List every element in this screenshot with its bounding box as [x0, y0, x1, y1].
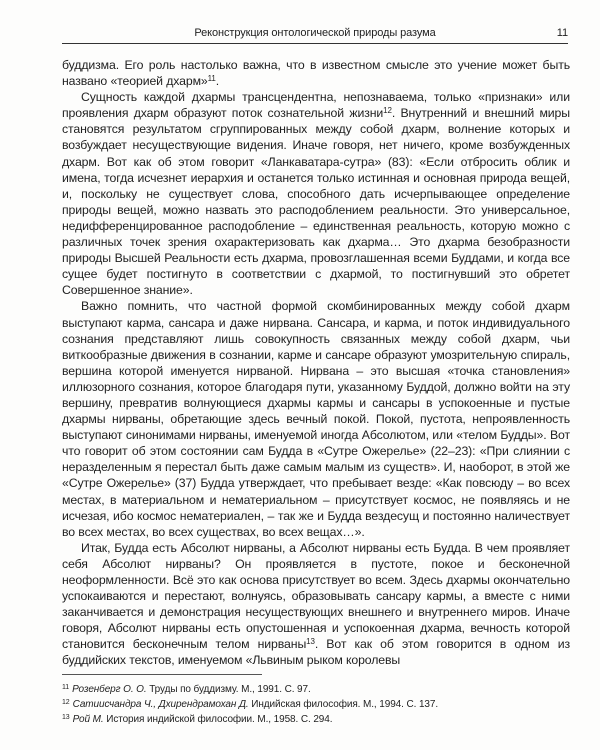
footnote-ref: 11: [207, 74, 216, 84]
paragraph: [62, 540, 570, 669]
footnote-rule: [62, 674, 262, 675]
running-title: Реконструкция онтологической природы разума: [194, 27, 436, 39]
footnote: [62, 696, 570, 711]
footnote-text: Труды по буддизму. М., 1991. С. 97.: [146, 684, 311, 695]
paragraph-text: .: [215, 74, 220, 89]
paragraph-text: Сущность каждой дхармы трансцендентна, непознаваема, только «признаки» или проявления дхарм образуют поток сознательной жизни: [62, 90, 570, 121]
footnote-author: Рой М.: [72, 714, 104, 725]
footnote-number: 12: [62, 699, 70, 706]
paragraph: [62, 89, 570, 298]
footnote-text: История индийской философии. М., 1958. С. 294.: [103, 714, 333, 725]
body-text: [62, 57, 570, 669]
paragraph-text: . Вот как об этом говорится в одном из буддийских текстов, именуемом «Львиным рыком королевы: [62, 637, 570, 668]
footnote-ref: 13: [306, 637, 315, 647]
footnote-ref: 12: [383, 106, 392, 116]
footnote-author: Розенберг О. О.: [72, 684, 147, 695]
footnote-number: 11: [62, 684, 70, 691]
running-header: [62, 27, 568, 44]
footnote-author: Сатиисчандра Ч., Дхирендрамохан Д.: [72, 699, 249, 710]
paragraph-text: буддизма. Его роль настолько важна, что в известном смысле это учение может быть названо «теорией дхарм»: [62, 58, 570, 89]
paragraph: [62, 298, 570, 539]
paragraph-text: Важно помнить, что частной формой скомбинированных между собой дхарм выступают карма, сансара и даже нирвана. Сансара, и карма, и поток индивидуального сознания представляют лишь совокупность связанных между собой дхарм, чьи виткообразные движения в сознании, карме и сансаре образуют умозрительную спираль, вершина которой именуется нирваной. Нирвана – это высшая «точка становления» иллюзорного сознания, которое благодаря пути, указанному Буддой, должно войти на эту вершину, превратив волнующиеся дхармы кармы и сансары в успокоенные и пустые дхармы нирваны, обретающие здесь вечный покой. Покой, пустота, непроявленность выступают синонимами нирваны, именуемой иногда Абсолютом, или «телом Будды». Вот что говорит об этом состоянии сам Будда в «Сутре Ожерелье» (22–23): «При слиянии с неразделенным я перестал быть даже самым малым из существ». И, наоборот, в этой же «Сутре Ожерелье» (37) Будда утверждает, что пребывает везде: «Как повсюду – во всех местах, в материальном и нематериальном – присутствует космос, не появляясь и не исчезая, ибо космос нематериален, – так же и Будда вездесущ и постоянно наличествует во всех местах, во всех существах, во всех вещах…».: [62, 299, 570, 539]
header-rule: [62, 43, 568, 44]
footnotes: [62, 674, 570, 726]
footnote: [62, 681, 570, 696]
footnote-text: Индийская философия. М., 1994. С. 137.: [248, 699, 439, 710]
paragraph-text: Итак, Будда есть Абсолют нирваны, а Абсолют нирваны есть Будда. В чем проявляет себя Абсолют нирваны? Он проявляется в пустоте, покое и бесконечной неоформленности. Всё это как основа присутствует во всем. Здесь дхармы окончательно успокаиваются и перестают, волнуясь, образовывать сансару кармы, а вместе с ними заканчивается и демонстрация несуществующих внешнего и внутреннего миров. Иначе говоря, Абсолют нирваны есть опустошенная и успокоенная дхарма, вечность которой становится бесконечным телом нирваны: [62, 540, 570, 652]
page-number: 11: [556, 27, 568, 39]
paragraph: [62, 57, 570, 89]
paragraph-text: . Внутренний и внешний миры становятся результатом сгруппированных между собой дхарм, волнение которых и возбуждает несуществующие видения. Иначе говоря, нет ничего, кроме возбужденных дхарм. Вот как об этом говорит «Ланкаватара-сутра» (83): «Если отбросить облик и имена, тогда исчезнет иерархия и останется только истинная и основная природа вещей, и, поскольку не существует слова, способного дать исчерпывающее определение природы вещей, можно назвать это расподоблением реальности. Это универсальное, недифференцированное расподобление – единственная реальность, которую можно с различных точек зрения охарактеризовать как дхарма… Это дхарма безобразности природы Высшей Реальности есть дхарма, провозглашенная всеми Буддами, и когда все сущее будет постигнуто в соответствии с дхармой, то постигнувший это обретет Совершенное знание».: [62, 106, 570, 298]
footnote-number: 13: [62, 714, 70, 721]
footnote: [62, 711, 570, 726]
